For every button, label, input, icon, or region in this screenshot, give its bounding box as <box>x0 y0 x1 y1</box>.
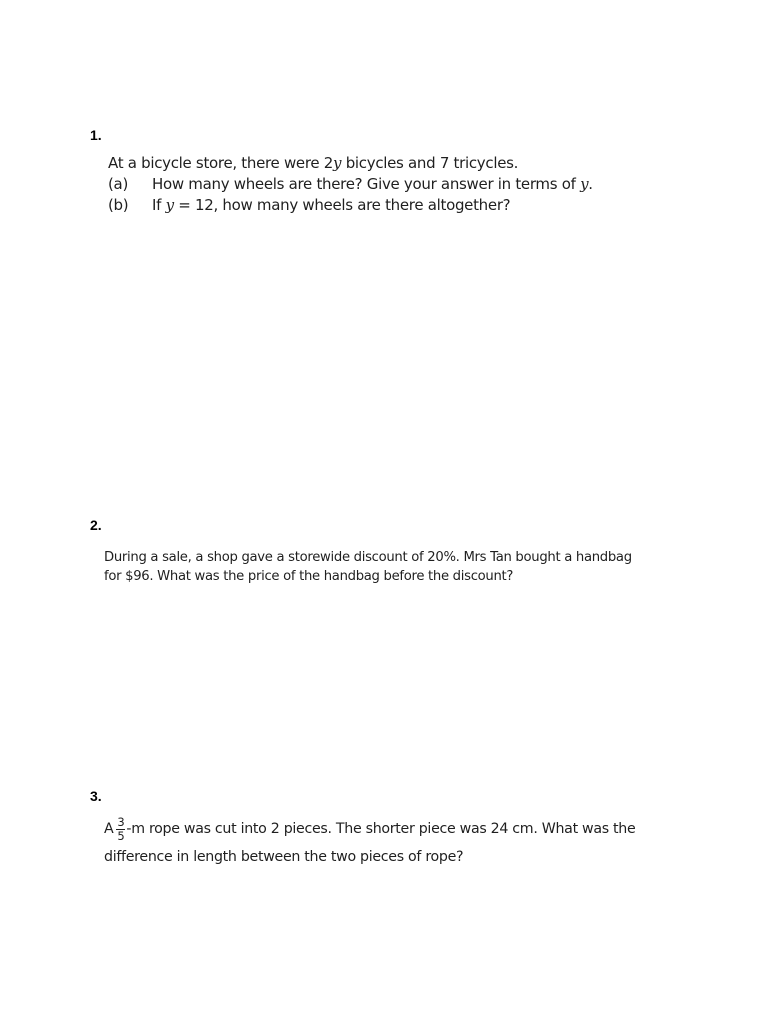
question-3-number: 3. <box>90 788 102 804</box>
question-3-line-2: difference in length between the two pieces of rope? <box>104 849 464 865</box>
fraction-three-fifths <box>116 816 125 843</box>
question-1-number: 1. <box>90 127 102 143</box>
question-1-stem: At a bicycle store, there were 2y bicycles and 7 tricycles. <box>108 154 519 172</box>
question-3-line-1-rest: -m rope was cut into 2 pieces. The shorter piece was 24 cm. What was the <box>126 821 636 837</box>
part-a-label: (a) <box>108 175 128 193</box>
question-3-text <box>104 812 635 866</box>
question-3-prefix: A <box>104 821 114 837</box>
question-1-part-a: (a) How many wheels are there? Give your answer in terms of y. <box>108 175 593 193</box>
question-2-line-1: During a sale, a shop gave a storewide discount of 20%. Mrs Tan bought a handbag <box>104 550 632 565</box>
part-b-label: (b) <box>108 196 129 214</box>
question-1-part-b: (b) If y = 12, how many wheels are there altogether? <box>108 196 511 214</box>
question-2-number: 2. <box>90 517 102 533</box>
fraction-denominator: 5 <box>117 828 125 843</box>
question-2-text <box>104 548 632 586</box>
question-3-line-1 <box>104 812 635 846</box>
question-1-text <box>108 153 593 216</box>
fraction-numerator: 3 <box>117 814 125 829</box>
question-2-line-2: for $96. What was the price of the handbag before the discount? <box>104 569 514 584</box>
